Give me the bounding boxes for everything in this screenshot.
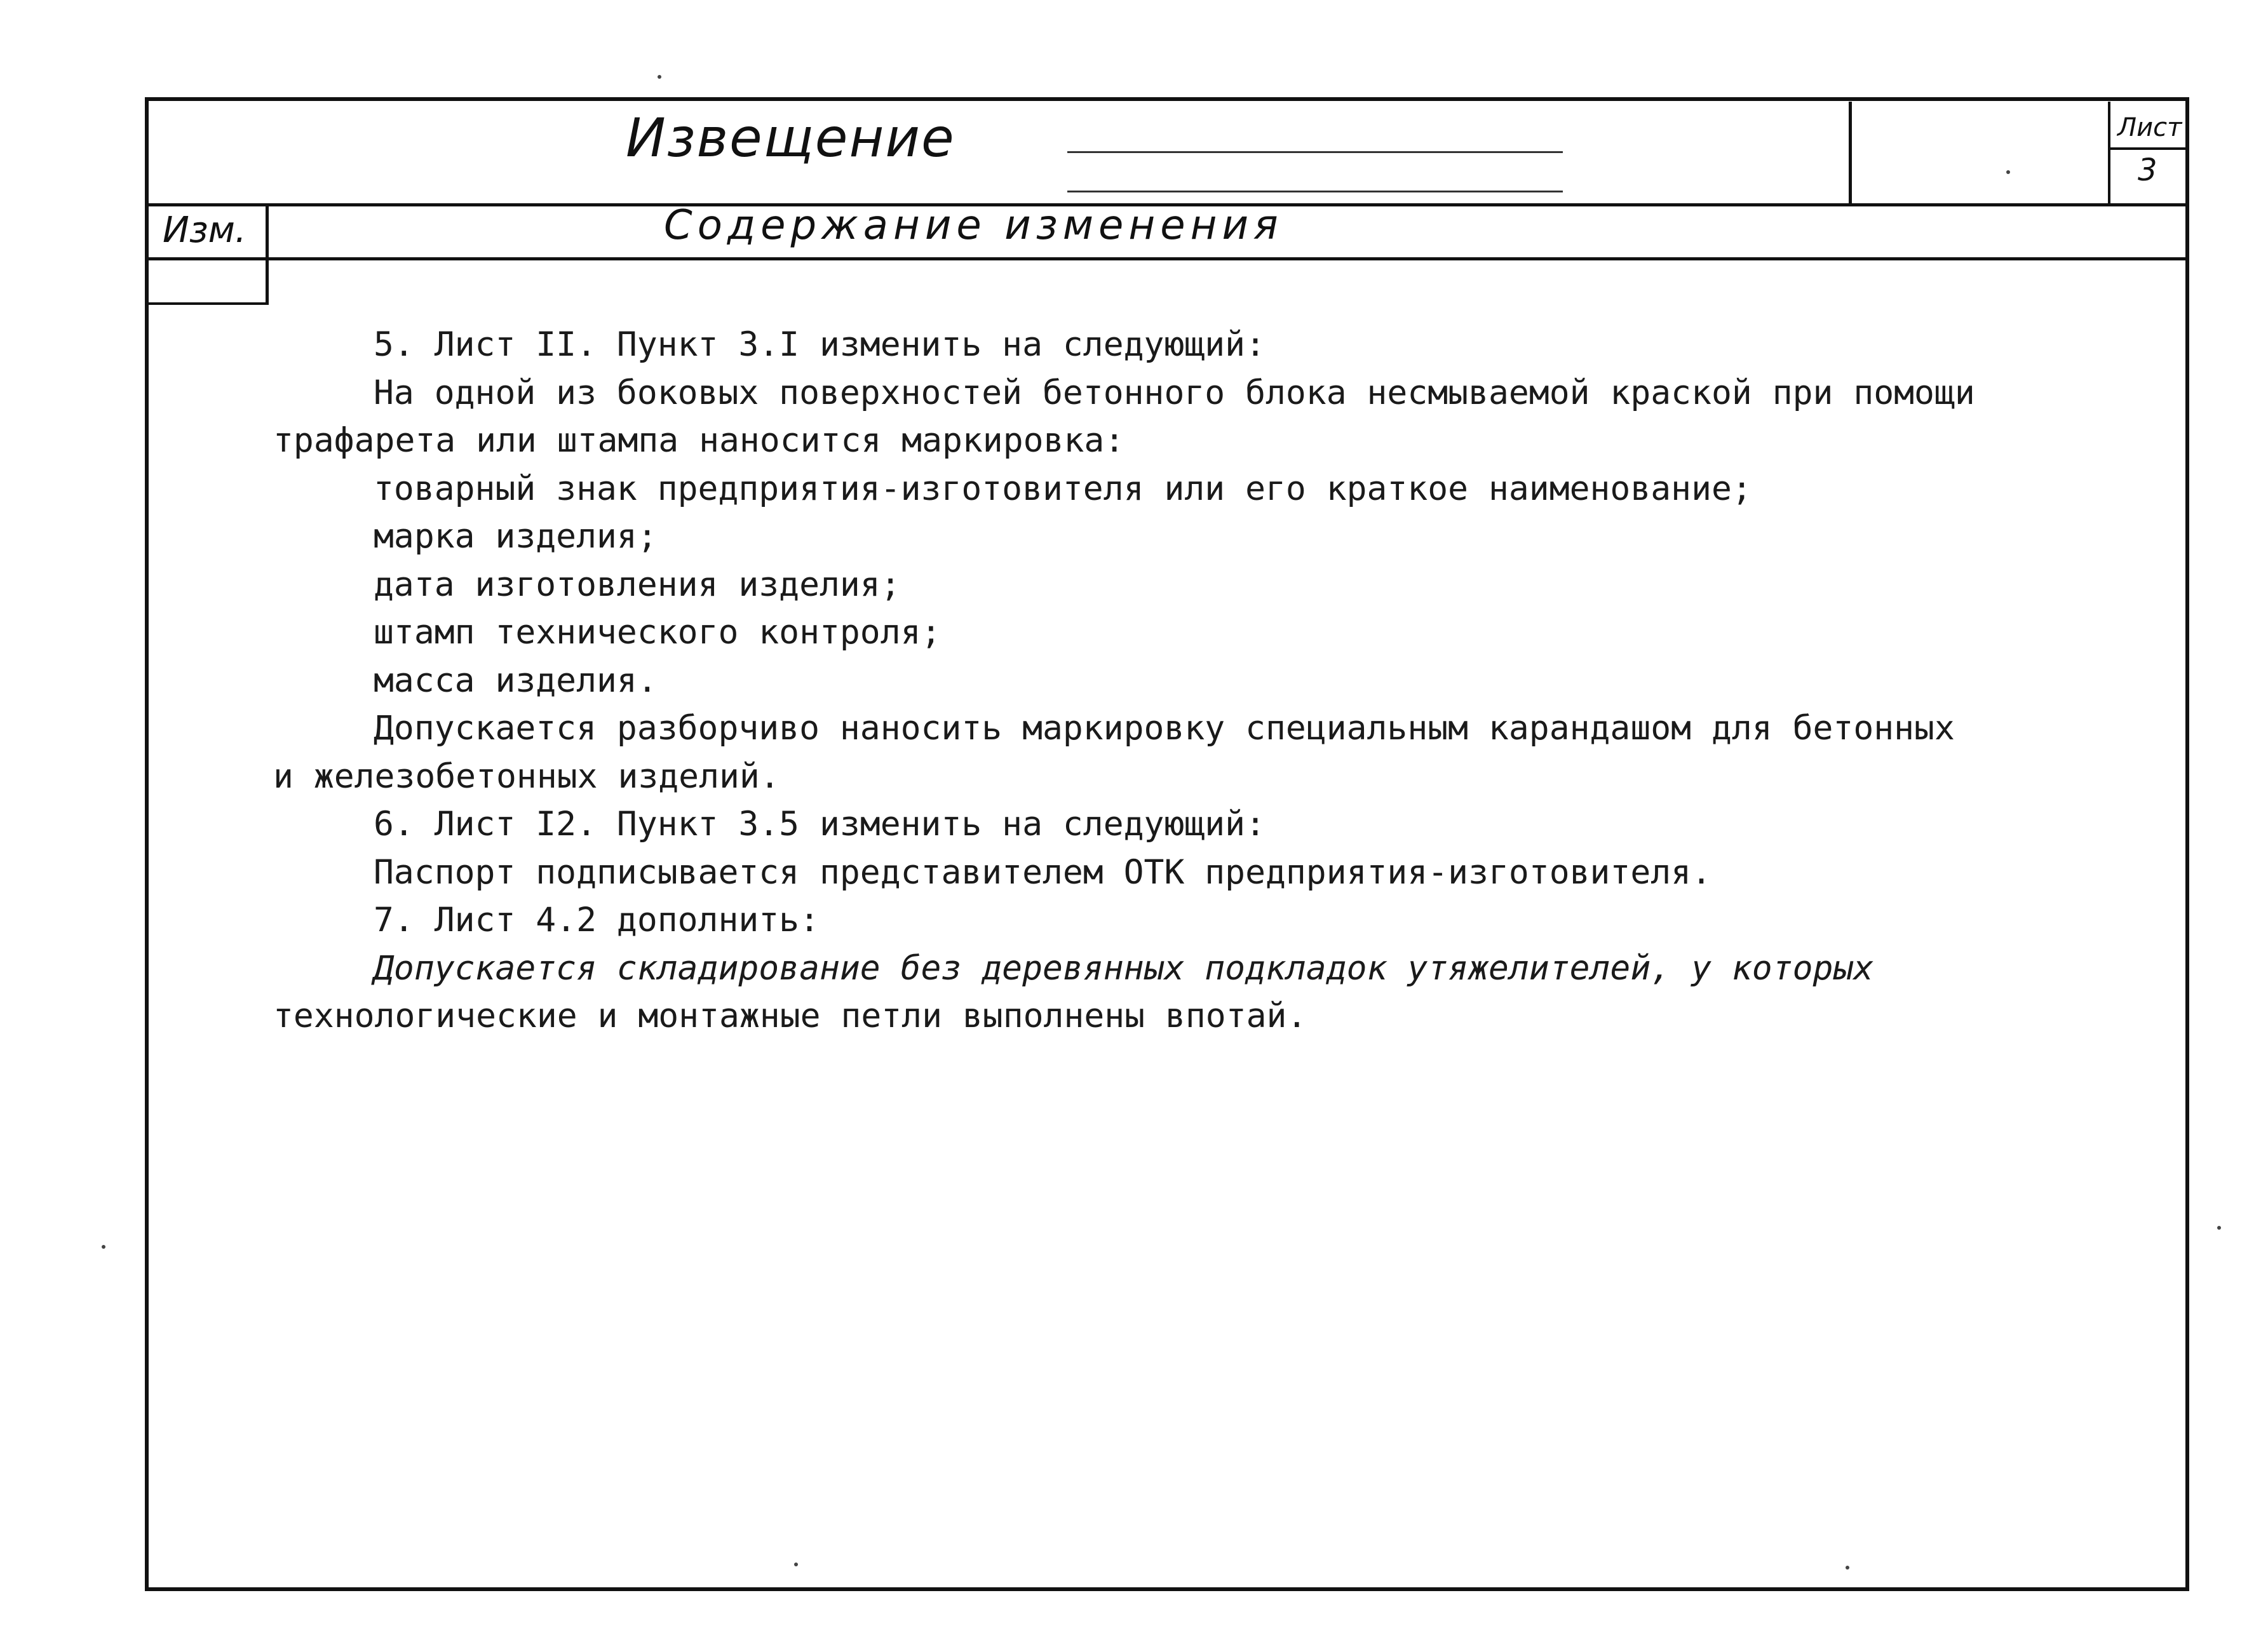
text-line: товарный знак предприятия-изготовителя или его краткое наименование; <box>374 469 1752 508</box>
column-header-bottom-rule <box>145 257 2189 260</box>
header-right-divider <box>1849 102 1852 205</box>
change-content <box>273 321 2001 1040</box>
text-line: Допускается складирование без деревянных подкладок утяжелителей, у которых <box>374 948 1874 988</box>
header-blank-line <box>1067 151 1563 153</box>
sheet-cell-divider <box>2108 102 2110 205</box>
text-line: Допускается разборчиво наносить маркировку специальным карандашом для бетонных <box>374 709 1955 748</box>
text-line: 7. Лист 4.2 дополнить: <box>374 901 820 939</box>
change-cell-bottom-rule <box>145 302 269 305</box>
scan-speck <box>102 1245 105 1249</box>
text-line: марка изделия; <box>374 517 658 556</box>
change-column-divider <box>266 203 269 305</box>
notice-title: Извещение <box>626 107 955 169</box>
scan-speck <box>658 75 661 79</box>
text-line: дата изготовления изделия; <box>374 565 901 604</box>
change-column-label: Изм. <box>163 210 246 251</box>
text-line: штамп технического контроля; <box>374 613 942 652</box>
header-blank-line <box>1067 191 1563 192</box>
sheet-number: 3 <box>2138 152 2157 188</box>
text-line: трафарета или штампа наносится маркировка: <box>273 421 1125 460</box>
text-line: и железобетонных изделий. <box>273 756 780 796</box>
text-line: технологические и монтажные петли выполнены впотай. <box>273 997 1307 1035</box>
scan-speck <box>1846 1566 1849 1570</box>
scan-speck <box>2217 1226 2221 1230</box>
text-line: На одной из боковых поверхностей бетонного блока несмываемой краской при помощи <box>374 373 1975 412</box>
sheet-label: Лист <box>2117 113 2182 142</box>
scan-speck <box>794 1563 798 1566</box>
scan-speck <box>2006 170 2010 174</box>
sheet-cell-mid-rule <box>2108 147 2189 150</box>
text-line: масса изделия. <box>374 661 658 700</box>
text-line: 6. Лист I2. Пункт 3.5 изменить на следующий: <box>374 805 1266 844</box>
text-line: Паспорт подписывается представителем ОТК предприятия-изготовителя. <box>374 852 1711 892</box>
content-column-label: Содержание изменения <box>664 202 1283 249</box>
text-line: 5. Лист II. Пункт 3.I изменить на следующий: <box>374 325 1266 364</box>
